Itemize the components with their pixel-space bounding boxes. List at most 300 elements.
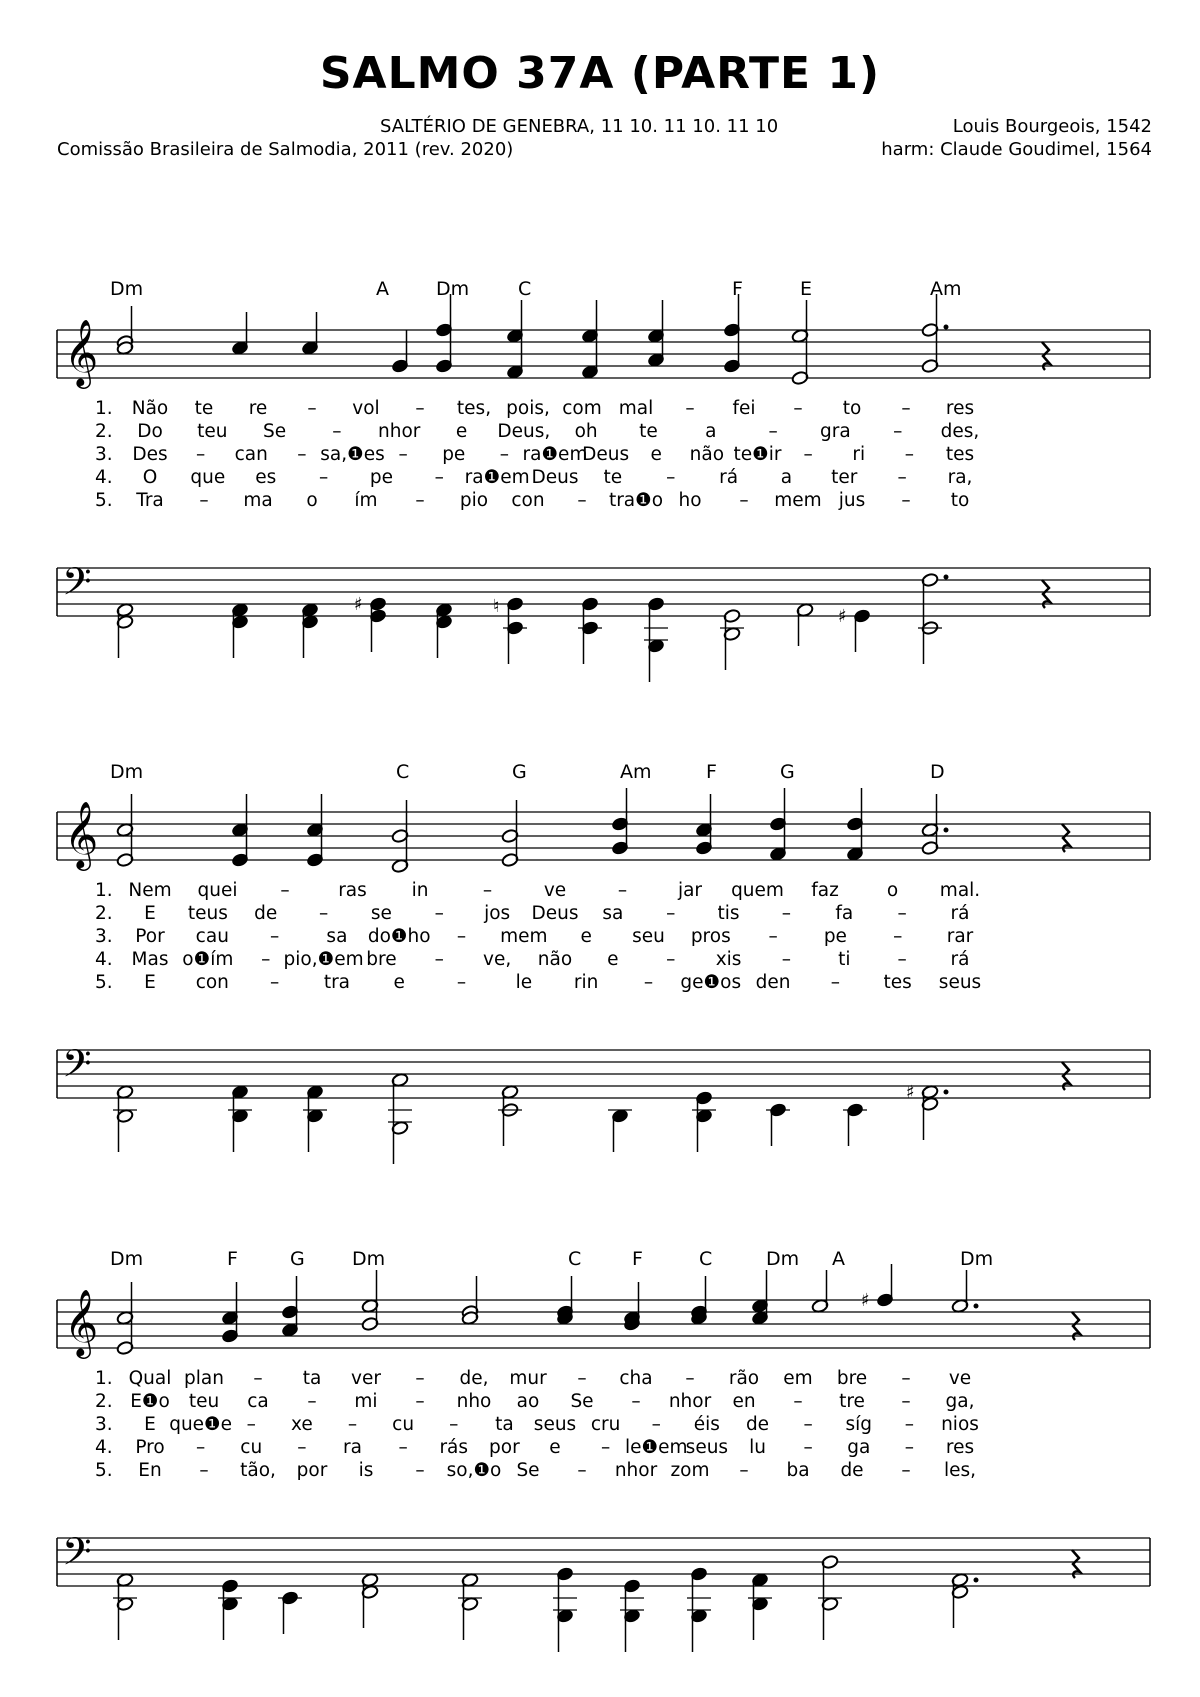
lyric-syllable: – bbox=[297, 444, 307, 465]
lyric-syllable: – bbox=[897, 467, 907, 488]
lyric-syllable: – bbox=[631, 1391, 641, 1412]
lyric-syllable: – bbox=[643, 972, 654, 993]
verse-number: 3. bbox=[95, 444, 113, 465]
note bbox=[620, 1578, 644, 1652]
lyric-syllable: Deus bbox=[531, 903, 579, 924]
lyric-syllable: rá bbox=[950, 949, 970, 970]
lyric-syllable: – bbox=[739, 1460, 749, 1481]
lyric-syllable: re bbox=[248, 398, 268, 419]
lyric-syllable: – bbox=[449, 1414, 459, 1435]
lyric-syllable: – bbox=[893, 421, 903, 442]
lyric-syllable: sa bbox=[602, 903, 624, 924]
lyric-syllable: tre bbox=[839, 1391, 865, 1412]
lyric-syllable: ter bbox=[831, 467, 858, 488]
lyric-syllable: de bbox=[254, 903, 278, 924]
lyric-syllable: tes, bbox=[456, 398, 492, 419]
lyric-syllable: síg bbox=[845, 1414, 873, 1435]
lyric-syllable: jos bbox=[484, 903, 511, 924]
chord-symbol: G bbox=[780, 761, 795, 783]
lyric-syllable: – bbox=[781, 949, 792, 970]
lyric-syllable: tes bbox=[945, 444, 975, 465]
lyric-syllable: teu bbox=[197, 421, 228, 442]
lyric-syllable: – bbox=[685, 1368, 695, 1389]
lyric-syllable: pe bbox=[369, 467, 393, 488]
lyric-syllable: de, bbox=[459, 1368, 489, 1389]
lyric-syllable: pros bbox=[690, 926, 731, 947]
lyric-syllable: pe bbox=[823, 926, 847, 947]
lyric-syllable: rão bbox=[728, 1368, 760, 1389]
note bbox=[690, 1276, 708, 1326]
lyric-syllable: – bbox=[901, 398, 911, 419]
lyric-syllable: rin bbox=[573, 972, 599, 993]
chord-symbol: D bbox=[930, 761, 945, 783]
lyric-syllable: quem bbox=[731, 880, 784, 901]
lyric-syllable: in bbox=[411, 880, 429, 901]
lyric-syllable: seus bbox=[938, 972, 982, 993]
lyric-syllable: – bbox=[577, 490, 587, 511]
bass-clef-icon: 𝄢 bbox=[62, 1529, 92, 1583]
lyric-syllable: – bbox=[196, 1437, 206, 1458]
lyric-syllable: – bbox=[904, 1414, 914, 1435]
chord-symbol: F bbox=[632, 1248, 643, 1270]
lyric-syllable: fa bbox=[835, 903, 854, 924]
chord-symbol: C bbox=[518, 278, 532, 300]
lyric-syllable: ras bbox=[338, 880, 367, 901]
note bbox=[861, 1264, 894, 1311]
lyric-syllable: nhor bbox=[614, 1460, 658, 1481]
lyric-syllable: te❶ir bbox=[733, 444, 782, 465]
lyric-syllable: e bbox=[393, 972, 405, 993]
lyric-syllable: te bbox=[603, 467, 623, 488]
note bbox=[116, 1282, 134, 1356]
lyric-syllable: ba bbox=[786, 1460, 810, 1481]
lyric-syllable: con bbox=[511, 490, 545, 511]
lyric-syllable: do❶ho bbox=[367, 926, 431, 947]
lyric-syllable: – bbox=[577, 1460, 587, 1481]
lyric-syllable: e bbox=[549, 1437, 561, 1458]
lyric-syllable: seus bbox=[533, 1414, 577, 1435]
note bbox=[748, 1572, 772, 1640]
note bbox=[818, 1554, 842, 1640]
lyric-syllable: E bbox=[144, 903, 156, 924]
lyric-syllable: – bbox=[651, 1414, 661, 1435]
lyric-syllable: tis bbox=[717, 903, 740, 924]
lyric-syllable: – bbox=[415, 398, 425, 419]
chord-symbol: Dm bbox=[110, 761, 144, 783]
lyric-syllable: – bbox=[577, 1368, 587, 1389]
lyric-syllable: ta bbox=[302, 1368, 322, 1389]
note bbox=[556, 1276, 574, 1326]
treble-clef-icon: 𝄞 bbox=[64, 1288, 99, 1356]
chord-symbol: A bbox=[376, 278, 389, 300]
lyric-syllable: mal bbox=[618, 398, 654, 419]
dot bbox=[974, 1304, 979, 1309]
lyric-syllable: – bbox=[199, 1460, 209, 1481]
translation-credit: Comissão Brasileira de Salmodia, 2011 (rev. 2020) bbox=[57, 139, 514, 160]
verse-number: 5. bbox=[95, 490, 113, 511]
lyric-syllable: – bbox=[434, 949, 444, 970]
lyric-syllable: – bbox=[617, 880, 628, 901]
lyric-syllable: o bbox=[886, 880, 899, 901]
lyric-syllable: bre bbox=[836, 1368, 868, 1389]
lyric-syllable: – bbox=[307, 398, 317, 419]
verse-number: 4. bbox=[95, 1437, 113, 1458]
lyric-syllable: – bbox=[685, 398, 695, 419]
lyric-syllable: – bbox=[830, 972, 840, 993]
lyric-syllable: – bbox=[499, 444, 509, 465]
lyric-syllable: rar bbox=[946, 926, 974, 947]
lyric-syllable: les, bbox=[943, 1460, 977, 1481]
lyric-syllable: quei bbox=[197, 880, 238, 901]
lyric-syllable: – bbox=[904, 444, 914, 465]
lyric-syllable: E bbox=[144, 972, 156, 993]
lyric-syllable: fei bbox=[732, 398, 756, 419]
lyric-syllable: – bbox=[901, 1391, 911, 1412]
dot bbox=[974, 1578, 979, 1583]
lyric-syllable: – bbox=[318, 467, 329, 488]
lyric-syllable: mal. bbox=[939, 880, 981, 901]
note bbox=[278, 1590, 302, 1634]
chord-symbol: Dm bbox=[110, 278, 144, 300]
chord-symbol: Dm bbox=[766, 1248, 800, 1270]
lyric-syllable: – bbox=[398, 1437, 408, 1458]
lyric-syllable: – bbox=[803, 444, 813, 465]
note bbox=[221, 1282, 239, 1344]
lyric-syllable: rás bbox=[439, 1437, 469, 1458]
chord-symbol: C bbox=[699, 1248, 713, 1270]
note bbox=[751, 1270, 769, 1326]
lyric-syllable: Deus bbox=[531, 467, 579, 488]
lyric-syllable: le bbox=[515, 972, 533, 993]
verse-number: 1. bbox=[95, 398, 113, 419]
verse-number: 2. bbox=[95, 421, 113, 442]
lyric-syllable: – bbox=[269, 926, 280, 947]
lyric-syllable: te bbox=[639, 421, 658, 442]
treble-clef-icon: 𝄞 bbox=[64, 318, 99, 386]
lyric-syllable: pio bbox=[459, 490, 489, 511]
lyric-syllable: – bbox=[781, 903, 792, 924]
lyric-syllable: – bbox=[901, 490, 911, 511]
bass-clef-icon: 𝄢 bbox=[62, 559, 92, 613]
lyric-syllable: ve bbox=[948, 1368, 972, 1389]
lyric-syllable: mem bbox=[774, 490, 822, 511]
lyric-syllable: ra bbox=[343, 1437, 362, 1458]
lyric-syllable: ho bbox=[678, 490, 702, 511]
verse-number: 2. bbox=[95, 1391, 113, 1412]
lyric-syllable: – bbox=[434, 903, 444, 924]
lyric-syllable: sa,❶es bbox=[320, 444, 385, 465]
lyric-syllable: zom bbox=[670, 1460, 710, 1481]
note bbox=[687, 1566, 711, 1652]
lyric-syllable: por bbox=[296, 1460, 328, 1481]
chord-symbol: G bbox=[290, 1248, 305, 1270]
lyric-syllable: Do bbox=[137, 421, 163, 442]
lyric-syllable: teus bbox=[187, 903, 228, 924]
composer-credit: Louis Bourgeois, 1542 bbox=[952, 116, 1152, 137]
lyric-syllable: ra❶em bbox=[464, 467, 530, 488]
lyric-syllable: Se bbox=[263, 421, 287, 442]
lyric-syllable: e bbox=[580, 926, 592, 947]
chord-symbol: E bbox=[800, 278, 813, 300]
treble-clef-icon: 𝄞 bbox=[64, 800, 99, 868]
lyric-syllable: rá bbox=[719, 467, 739, 488]
lyric-syllable: – bbox=[246, 1414, 256, 1435]
lyric-syllable: e bbox=[455, 421, 468, 442]
note bbox=[361, 1270, 379, 1332]
lyric-syllable: con bbox=[195, 972, 229, 993]
lyric-syllable: pois, bbox=[506, 398, 550, 419]
lyric-syllable: cu bbox=[392, 1414, 415, 1435]
lyric-syllable: te bbox=[194, 398, 214, 419]
lyric-syllable: en bbox=[732, 1391, 756, 1412]
lyric-syllable: de bbox=[745, 1414, 770, 1435]
lyric-syllable: – bbox=[253, 1368, 263, 1389]
lyric-syllable: ra, bbox=[947, 467, 973, 488]
lyric-syllable: xe bbox=[290, 1414, 313, 1435]
lyric-syllable: Deus bbox=[582, 444, 630, 465]
lyric-syllable: – bbox=[347, 1414, 358, 1435]
lyric-syllable: tra❶o bbox=[608, 490, 664, 511]
lyric-syllable: – bbox=[297, 1437, 307, 1458]
lyric-syllable: Tra bbox=[136, 490, 164, 511]
lyric-syllable: oh bbox=[574, 421, 598, 442]
lyric-syllable: es bbox=[255, 467, 277, 488]
verse-number: 4. bbox=[95, 467, 113, 488]
lyric-syllable: den bbox=[755, 972, 791, 993]
lyric-syllable: rá bbox=[950, 903, 970, 924]
lyric-syllable: ve bbox=[543, 880, 567, 901]
lyric-syllable: que❶e bbox=[169, 1414, 233, 1435]
lyric-syllable: to bbox=[842, 398, 862, 419]
lyric-syllable: – bbox=[901, 1460, 911, 1481]
lyric-syllable: – bbox=[666, 467, 676, 488]
lyric-syllable: – bbox=[415, 1368, 425, 1389]
lyric-syllable: – bbox=[398, 444, 408, 465]
lyric-syllable: – bbox=[415, 1391, 425, 1412]
lyric-syllable: Nem bbox=[128, 880, 172, 901]
lyric-syllable: vol bbox=[352, 398, 380, 419]
lyric-syllable: – bbox=[901, 1368, 911, 1389]
lyric-syllable: Des bbox=[132, 444, 168, 465]
lyric-syllable: le❶em bbox=[624, 1437, 688, 1458]
lyric-syllable: ri bbox=[852, 444, 866, 465]
lyric-syllable: teu bbox=[188, 1391, 220, 1412]
lyric-syllable: – bbox=[280, 880, 290, 901]
verse-number: 4. bbox=[95, 949, 113, 970]
lyric-syllable: ra❶em bbox=[522, 444, 588, 465]
lyric-syllable: de bbox=[840, 1460, 864, 1481]
chord-symbol: F bbox=[227, 1248, 238, 1270]
lyric-syllable: – bbox=[897, 903, 907, 924]
lyric-syllable: to bbox=[950, 490, 970, 511]
lyric-syllable: ma bbox=[243, 490, 273, 511]
lyric-syllable: Por bbox=[135, 926, 165, 947]
lyric-syllable: is bbox=[358, 1460, 374, 1481]
chord-symbol: Dm bbox=[352, 1248, 386, 1270]
note bbox=[623, 1282, 641, 1332]
lyric-syllable: – bbox=[601, 1437, 611, 1458]
lyric-syllable: – bbox=[803, 1414, 813, 1435]
lyric-syllable: tes bbox=[883, 972, 912, 993]
lyric-syllable: éis bbox=[693, 1414, 720, 1435]
lyric-syllable: por bbox=[489, 1437, 520, 1458]
chord-symbol: Am bbox=[620, 761, 652, 783]
lyric-syllable: – bbox=[768, 421, 778, 442]
lyric-syllable: nhor bbox=[378, 421, 421, 442]
note bbox=[553, 1566, 577, 1652]
lyric-syllable: Mas bbox=[131, 949, 169, 970]
lyric-syllable: mem bbox=[500, 926, 548, 947]
lyric-syllable: Se bbox=[516, 1460, 540, 1481]
lyric-syllable: ti bbox=[838, 949, 851, 970]
lyric-syllable: a bbox=[705, 421, 717, 442]
lyric-syllable: ga bbox=[847, 1437, 871, 1458]
note bbox=[461, 1276, 479, 1326]
lyric-syllable: Não bbox=[131, 398, 169, 419]
harmonization-credit: harm: Claude Goudimel, 1564 bbox=[881, 139, 1152, 160]
lyric-syllable: – bbox=[199, 490, 209, 511]
chord-symbol: F bbox=[706, 761, 717, 783]
chord-symbol: Dm bbox=[436, 278, 470, 300]
sharp-icon: ♯ bbox=[906, 1082, 915, 1103]
lyric-syllable: – bbox=[318, 903, 329, 924]
lyric-syllable: e bbox=[650, 444, 662, 465]
note bbox=[811, 1270, 829, 1314]
lyric-syllable: e bbox=[607, 949, 619, 970]
page-title: SALMO 37A (PARTE 1) bbox=[319, 48, 881, 99]
lyric-syllable: mur bbox=[509, 1368, 547, 1389]
lyric-syllable: cru bbox=[590, 1414, 621, 1435]
lyric-syllable: o❶ím bbox=[182, 949, 234, 970]
lyric-syllable: não bbox=[537, 949, 573, 970]
lyric-syllable: cu bbox=[240, 1437, 263, 1458]
lyric-syllable: o bbox=[306, 490, 318, 511]
lyric-syllable: lu bbox=[749, 1437, 766, 1458]
note bbox=[458, 1572, 482, 1640]
chord-symbol: G bbox=[512, 761, 527, 783]
verse-number: 2. bbox=[95, 903, 113, 924]
lyric-syllable: com bbox=[562, 398, 602, 419]
verse-number: 5. bbox=[95, 972, 113, 993]
lyric-syllable: mi bbox=[354, 1391, 378, 1412]
lyric-syllable: seu bbox=[632, 926, 665, 947]
lyric-syllable: nhor bbox=[668, 1391, 712, 1412]
lyric-syllable: – bbox=[666, 949, 676, 970]
lyric-syllable: faz bbox=[811, 880, 839, 901]
chord-symbol: Dm bbox=[110, 1248, 144, 1270]
lyric-syllable: ver bbox=[351, 1368, 381, 1389]
lyric-syllable: se bbox=[370, 903, 392, 924]
note bbox=[281, 1276, 299, 1338]
lyric-syllable: – bbox=[666, 903, 676, 924]
lyric-syllable: – bbox=[803, 1437, 813, 1458]
lyric-syllable: pio,❶em bbox=[283, 949, 364, 970]
lyric-syllable: não bbox=[689, 444, 725, 465]
lyric-syllable: bre bbox=[366, 949, 397, 970]
sharp-icon: ♯ bbox=[354, 594, 363, 615]
chord-symbol: F bbox=[732, 278, 743, 300]
lyric-syllable: cau bbox=[195, 926, 229, 947]
lyric-syllable: que bbox=[190, 467, 226, 488]
lyric-syllable: Se bbox=[570, 1391, 594, 1412]
chord-symbol: A bbox=[832, 1248, 845, 1270]
lyric-syllable: res bbox=[945, 1437, 975, 1458]
verse-number: 3. bbox=[95, 1414, 113, 1435]
chord-symbol: Am bbox=[930, 278, 962, 300]
lyric-syllable: E❶o bbox=[130, 1391, 170, 1412]
tune-name: SALTÉRIO DE GENEBRA, 11 10. 11 10. 11 10 bbox=[380, 116, 779, 137]
lyric-syllable: ga, bbox=[945, 1391, 975, 1412]
chord-symbol: C bbox=[396, 761, 410, 783]
lyric-syllable: – bbox=[196, 444, 206, 465]
lyric-syllable: can bbox=[234, 444, 268, 465]
sharp-icon: ♯ bbox=[861, 1290, 870, 1311]
lyric-syllable: xis bbox=[715, 949, 742, 970]
note bbox=[218, 1578, 242, 1640]
lyric-syllable: – bbox=[897, 949, 907, 970]
treble-staff bbox=[57, 1264, 1150, 1359]
bass-staff bbox=[57, 1529, 1150, 1652]
lyric-syllable: – bbox=[456, 926, 467, 947]
lyric-syllable: a bbox=[780, 467, 793, 488]
lyric-syllable: – bbox=[332, 421, 342, 442]
lyric-syllable: nios bbox=[941, 1414, 979, 1435]
lyric-syllable: em bbox=[783, 1368, 813, 1389]
lyric-syllable: Pro bbox=[135, 1437, 165, 1458]
lyric-syllable: Qual bbox=[128, 1368, 172, 1389]
note bbox=[951, 1572, 978, 1628]
lyric-syllable: – bbox=[904, 1437, 914, 1458]
lyric-syllable: ao bbox=[516, 1391, 540, 1412]
chord-symbol: Dm bbox=[960, 1248, 994, 1270]
lyric-syllable: gra bbox=[820, 421, 851, 442]
lyric-syllable: tra bbox=[323, 972, 351, 993]
verse-number: 3. bbox=[95, 926, 113, 947]
lyric-syllable: jus bbox=[838, 490, 866, 511]
note bbox=[361, 1572, 379, 1628]
lyric-syllable: cha bbox=[619, 1368, 653, 1389]
chord-symbol: C bbox=[568, 1248, 582, 1270]
lyric-syllable: ca bbox=[247, 1391, 269, 1412]
lyric-syllable: seus bbox=[685, 1437, 729, 1458]
lyric-syllable: ta bbox=[495, 1414, 514, 1435]
lyric-syllable: – bbox=[307, 1391, 317, 1412]
bass-clef-icon: 𝄢 bbox=[62, 1041, 92, 1095]
verse-number: 1. bbox=[95, 1368, 113, 1389]
lyric-syllable: O bbox=[142, 467, 158, 488]
lyric-syllable: ve, bbox=[483, 949, 512, 970]
note bbox=[951, 1270, 978, 1314]
lyric-syllable: – bbox=[893, 926, 903, 947]
lyric-syllable: sa bbox=[326, 926, 348, 947]
lyric-syllable: – bbox=[415, 490, 425, 511]
sharp-icon: ♯ bbox=[838, 606, 847, 627]
lyric-syllable: – bbox=[739, 490, 749, 511]
lyric-syllable: pe bbox=[442, 444, 466, 465]
lyric-syllable: – bbox=[269, 972, 280, 993]
lyric-syllable: – bbox=[793, 398, 803, 419]
lyric-syllable: tão, bbox=[240, 1460, 276, 1481]
lyric-syllable: – bbox=[415, 1460, 425, 1481]
lyric-syllable: E bbox=[144, 1414, 156, 1435]
lyric-syllable: Deus, bbox=[497, 421, 551, 442]
lyric-syllable: des, bbox=[940, 421, 980, 442]
verse-number: 1. bbox=[95, 880, 113, 901]
lyric-syllable: jar bbox=[677, 880, 703, 901]
lyric-syllable: – bbox=[456, 972, 467, 993]
lyric-syllable: nho bbox=[456, 1391, 492, 1412]
lyric-syllable: – bbox=[768, 926, 778, 947]
